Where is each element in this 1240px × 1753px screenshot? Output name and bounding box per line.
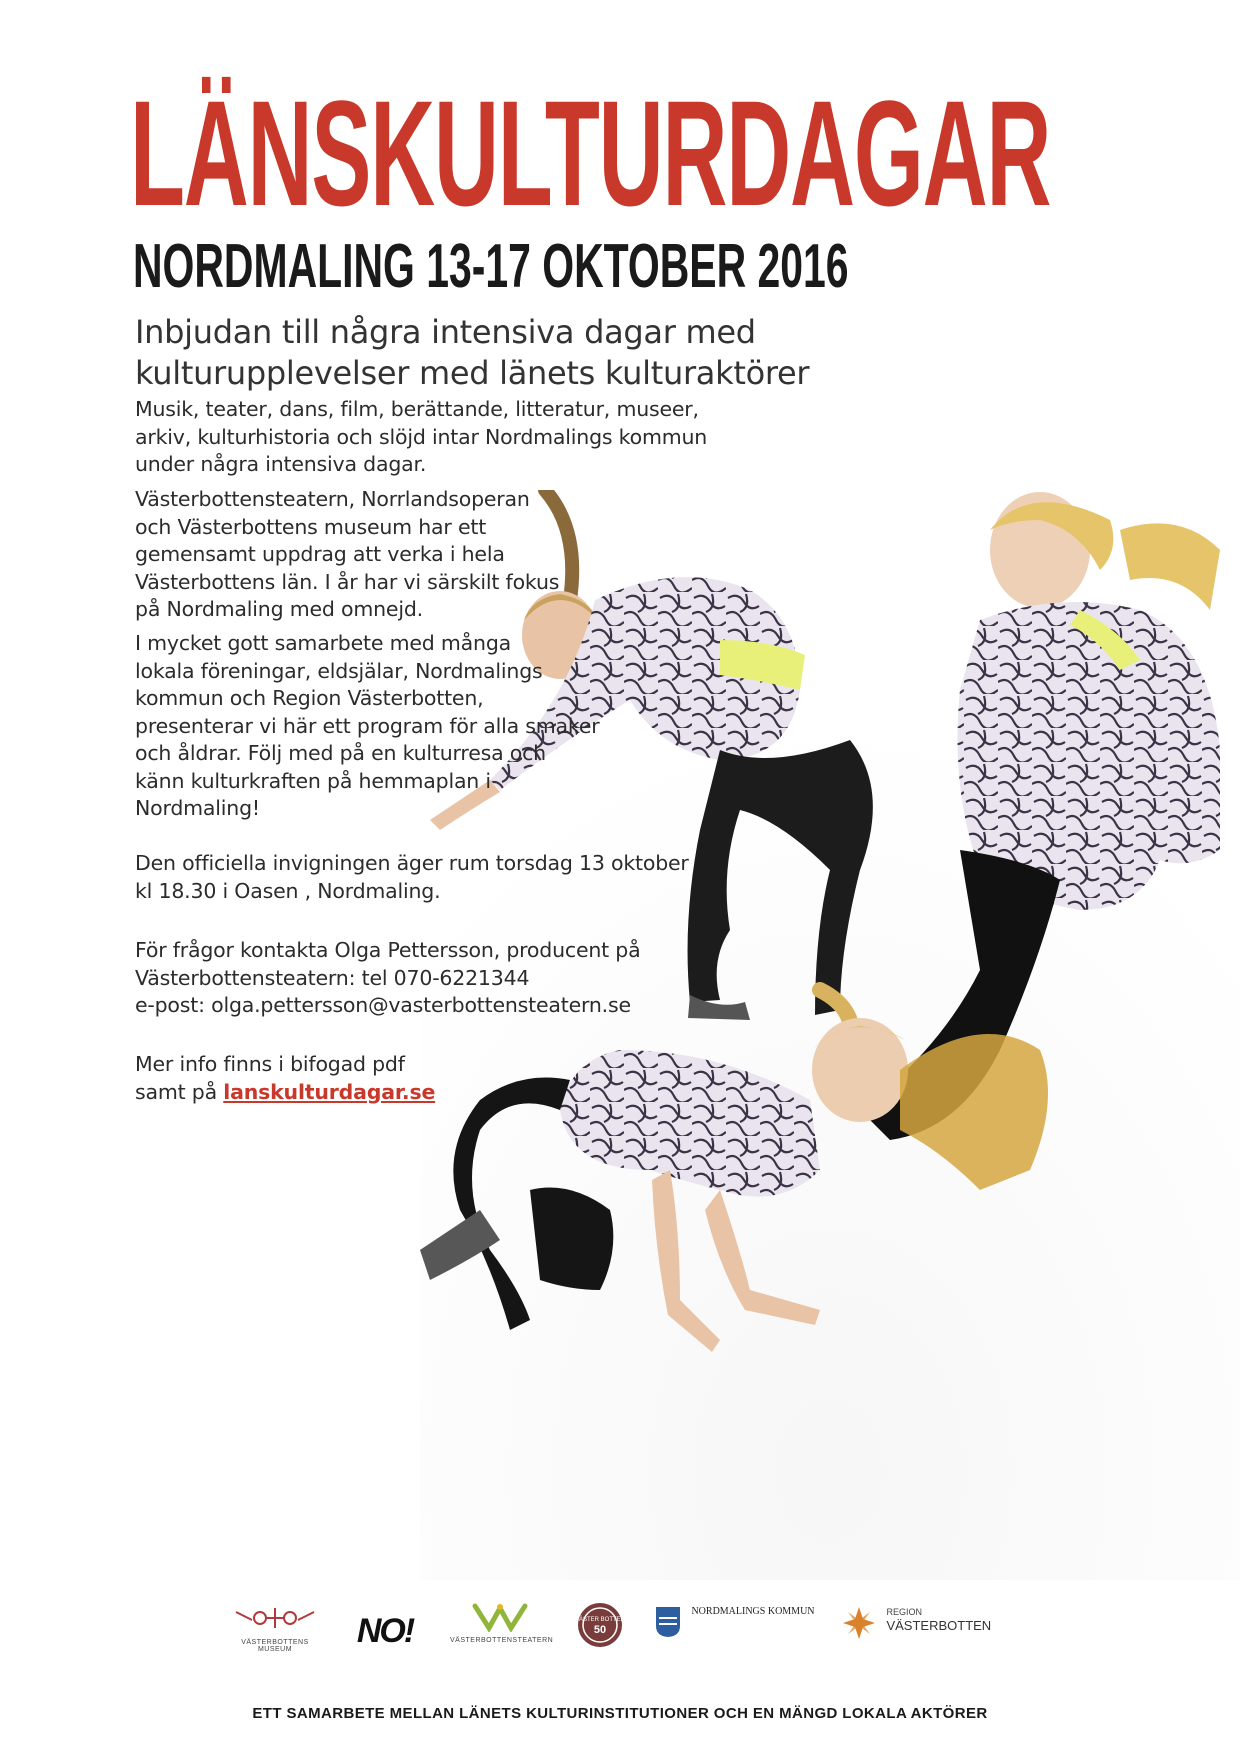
text-line: Mer info finns i bifogad pdf — [135, 1052, 405, 1076]
vasterbotten-jubilee-badge — [575, 1600, 625, 1655]
text-line: I mycket gott samarbete med många — [135, 631, 511, 655]
text-line: kl 18.30 i Oasen , Nordmaling. — [135, 878, 441, 903]
svg-text:50: 50 — [593, 1624, 607, 1636]
museum-name-line2: MUSEUM — [257, 1646, 293, 1653]
kommun-shield-icon — [655, 1606, 681, 1638]
text-line: presenterar vi här ett program för alla smaker — [135, 713, 600, 738]
museum-name-line1: VÄSTERBOTTENS — [241, 1639, 309, 1646]
text-line: Den officiella invigningen äger rum torsdag 13 oktober — [135, 851, 689, 875]
text-line: och Västerbottens museum har ett — [135, 514, 487, 539]
contact-email[interactable]: e-post: olga.pettersson@vasterbottensteatern.se — [135, 993, 631, 1017]
contact-paragraph — [135, 937, 755, 1020]
museum-emblem-icon — [232, 1604, 318, 1634]
text-line: känn kulturkraften på hemmaplan i — [135, 768, 491, 793]
text-line: kommun och Region Västerbotten, — [135, 686, 484, 710]
mission-paragraph — [135, 486, 735, 624]
text-line: lokala föreningar, eldsjälar, Nordmalings — [135, 658, 543, 683]
text-line: arkiv, kulturhistoria och slöjd intar Nordmalings kommun — [135, 424, 708, 449]
partner-logos — [230, 1600, 1030, 1680]
text-line: under några intensiva dagar. — [135, 452, 427, 476]
vasterbottensteatern-logo — [450, 1602, 554, 1644]
theatre-emblem-icon — [465, 1602, 535, 1632]
vasterbottens-museum-logo — [230, 1604, 320, 1653]
norrlandsoperan-no-logo: NO! — [356, 1612, 414, 1650]
lead-line: Inbjudan till några intensiva dagar med — [135, 313, 756, 351]
collaboration-paragraph — [135, 630, 735, 823]
text-line: på Nordmaling med omnejd. — [135, 597, 423, 621]
region-star-icon — [842, 1606, 876, 1640]
kommun-name: NORDMALINGS KOMMUN — [691, 1606, 815, 1617]
more-info-prefix: samt på — [135, 1079, 224, 1104]
event-date-location: NORDMALING 13-17 OKTOBER 2016 — [133, 232, 849, 301]
text-line: Musik, teater, dans, film, berättande, litteratur, museer, — [135, 397, 699, 421]
invitation-lead — [135, 312, 955, 394]
region-line1: REGION — [886, 1607, 922, 1617]
text-line — [135, 1079, 735, 1107]
event-title: LÄNSKULTURDAGAR — [130, 69, 1051, 237]
nordmalings-kommun-logo — [655, 1606, 825, 1638]
text-line: gemensamt uppdrag att verka i hela — [135, 542, 505, 566]
more-info-paragraph — [135, 1051, 735, 1106]
website-link[interactable]: lanskulturdagar.se — [223, 1079, 436, 1104]
text-line: Västerbottens län. I år har vi särskilt fokus — [135, 569, 560, 594]
text-line: och åldrar. Följ med på en kulturresa och — [135, 741, 546, 765]
intro-paragraph — [135, 396, 735, 479]
text-line: Västerbottensteatern, Norrlandsoperan — [135, 487, 530, 511]
collaboration-footer: ETT SAMARBETE MELLAN LÄNETS KULTURINSTITUTIONER OCH EN MÄNGD LOKALA AKTÖRER — [252, 1705, 988, 1722]
region-vasterbotten-logo — [842, 1606, 1002, 1640]
svg-text:VÄSTER BOTTEN: VÄSTER BOTTEN — [575, 1617, 625, 1623]
text-line: Nordmaling! — [135, 796, 260, 820]
region-name — [886, 1606, 991, 1632]
badge-icon — [575, 1600, 625, 1650]
inauguration-paragraph — [135, 850, 755, 905]
theatre-name: VÄSTERBOTTENSTEATERN — [450, 1637, 554, 1644]
region-line2: VÄSTERBOTTEN — [886, 1618, 992, 1633]
text-line: För frågor kontakta Olga Pettersson, producent på — [135, 938, 641, 962]
lead-line: kulturupplevelser med länets kulturaktörer — [135, 354, 810, 392]
text-line: Västerbottensteatern: tel 070-6221344 — [135, 965, 530, 990]
